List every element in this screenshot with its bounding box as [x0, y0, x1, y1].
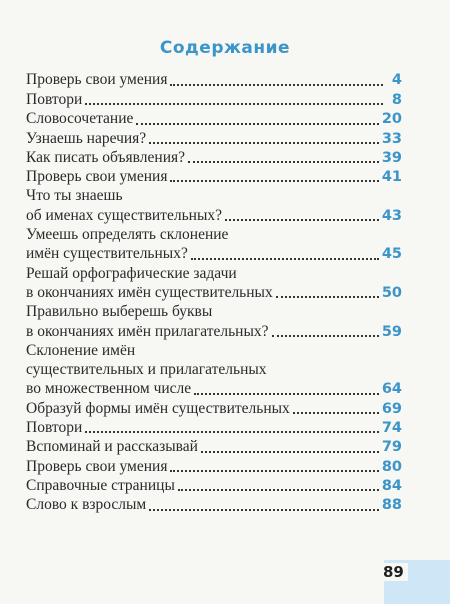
toc-entry[interactable] [26, 109, 402, 128]
toc-entry-text: Вспоминай и рассказывай [26, 438, 198, 456]
toc-entry[interactable] [26, 418, 402, 437]
table-of-contents [26, 70, 402, 515]
dot-leader [188, 160, 379, 163]
toc-entry[interactable] [26, 129, 402, 148]
dot-leader [85, 102, 383, 105]
toc-entry-page: 69 [381, 400, 402, 417]
dot-leader [276, 295, 379, 298]
toc-entry-page: 45 [381, 246, 402, 263]
toc-entry-page: 4 [391, 72, 402, 88]
dot-leader [194, 392, 379, 395]
dot-leader [178, 488, 379, 491]
dot-leader [170, 179, 378, 182]
toc-entry-text: Повтори [26, 419, 83, 437]
toc-entry-page: 64 [381, 381, 402, 398]
toc-entry-page: 79 [381, 439, 402, 456]
dot-leader [191, 257, 379, 260]
toc-entry[interactable] [26, 495, 402, 514]
toc-entry-page: 41 [381, 169, 402, 186]
toc-entry-page: 43 [381, 207, 402, 224]
toc-entry[interactable] [26, 70, 402, 90]
toc-entry-text: существительных и прилагательных [26, 361, 267, 379]
toc-entry-text: Узнаешь наречия? [26, 129, 147, 147]
toc-entry-text: в окончаниях имён прилагательных? [26, 322, 269, 340]
toc-entry-text: Повтори [26, 91, 83, 108]
toc-entry-text: Решай орфографические задачи [26, 264, 237, 282]
dot-leader [136, 122, 378, 125]
toc-entry-page: 33 [381, 130, 402, 147]
toc-entry-page: 84 [381, 477, 402, 494]
toc-entry-text: Умеешь определять склонение [26, 226, 229, 244]
toc-entry-page: 50 [381, 284, 402, 301]
toc-entry-text: Что ты знаешь [26, 187, 123, 205]
toc-entry-page: 88 [381, 497, 402, 514]
dot-leader [149, 141, 379, 144]
dot-leader [170, 83, 383, 86]
toc-entry[interactable] [26, 186, 402, 225]
toc-entry-text: в окончаниях имён существительных [26, 283, 273, 301]
page-number: 89 [379, 563, 408, 581]
page-title: Содержание [159, 38, 291, 58]
toc-entry-page: 39 [381, 149, 402, 166]
toc-entry-text: Образуй формы имён существительных [26, 399, 290, 417]
toc-entry-text: во множественном числе [26, 380, 192, 398]
dot-leader [85, 430, 379, 433]
toc-entry-page: 20 [381, 111, 402, 128]
toc-entry[interactable] [26, 225, 402, 264]
toc-entry-text: имён существительных? [26, 245, 188, 263]
toc-entry[interactable] [26, 476, 402, 495]
toc-entry[interactable] [26, 148, 402, 167]
toc-entry-text: Проверь свои умения [26, 168, 168, 186]
dot-leader [149, 508, 379, 511]
toc-entry[interactable] [26, 167, 402, 186]
toc-entry-text: Словосочетание [26, 110, 134, 128]
dot-leader [272, 334, 379, 337]
toc-entry[interactable] [26, 90, 402, 109]
toc-entry-text: Склонение имён [26, 341, 136, 359]
toc-entry-text: Проверь свои умения [26, 71, 168, 88]
dot-leader [225, 218, 379, 221]
toc-entry-text: Справочные страницы [26, 476, 175, 494]
toc-entry[interactable] [26, 264, 402, 303]
toc-entry[interactable] [26, 437, 402, 456]
toc-entry[interactable] [26, 302, 402, 341]
toc-entry-page: 74 [381, 420, 402, 437]
toc-entry-text: Проверь свои умения [26, 457, 168, 475]
dot-leader [201, 450, 379, 453]
toc-entry[interactable] [26, 341, 402, 399]
toc-entry-page: 80 [381, 458, 402, 475]
dot-leader [293, 411, 379, 414]
toc-entry[interactable] [26, 399, 402, 418]
toc-entry-text: Как писать объявления? [26, 148, 185, 166]
toc-entry-page: 8 [391, 92, 402, 108]
toc-entry-text: Слово к взрослым [26, 496, 147, 514]
dot-leader [170, 469, 378, 472]
toc-entry[interactable] [26, 457, 402, 476]
toc-entry-page: 59 [381, 323, 402, 340]
toc-entry-text: об именах существительных? [26, 206, 222, 224]
toc-entry-text: Правильно выберешь буквы [26, 303, 213, 321]
